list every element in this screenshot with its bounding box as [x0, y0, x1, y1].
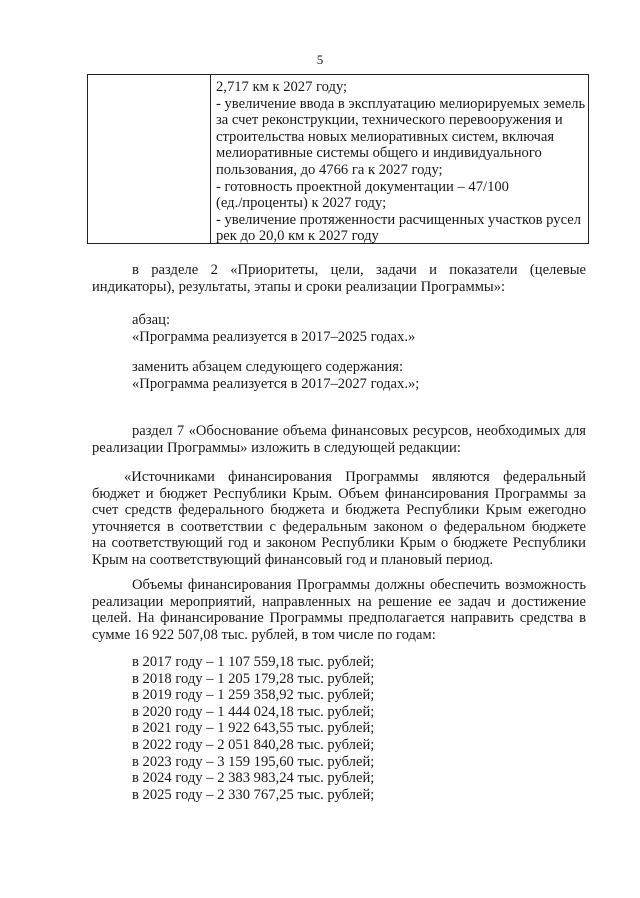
indicators-cell [216, 79, 588, 245]
section7-intro [92, 423, 586, 456]
paragraph-line: бюджет и бюджет Республики Крым. Объем финансирования Программы за [92, 485, 586, 502]
year-item: в 2021 году – 1 922 643,55 тыс. рублей; [132, 720, 375, 737]
paragraph-line: реализации Программы» изложить в следующей редакции: [92, 439, 461, 456]
year-item: в 2020 году – 1 444 024,18 тыс. рублей; [132, 703, 375, 720]
paragraph-line: сумме 16 922 507,08 тыс. рублей, в том числе по годам: [92, 626, 436, 643]
paragraph-line: реализации мероприятий, направленных на решение ее задач и достижение [92, 593, 586, 610]
old-paragraph-block [132, 312, 586, 345]
abzac-label: абзац: [132, 312, 171, 328]
paragraph-line: уточняется в соответствии с федеральным законом о федеральном бюджете [92, 518, 586, 535]
cell-line: пользования, до 4766 га к 2027 году; [216, 161, 443, 178]
new-text: «Программа реализуется в 2017–2027 годах.»; [132, 375, 420, 392]
year-item: в 2019 году – 1 259 358,92 тыс. рублей; [132, 687, 375, 704]
paragraph-line: на соответствующий год и законом Республики Крым о бюджете Республики [92, 535, 586, 552]
paragraph-line: раздел 7 «Обоснование объема финансовых ресурсов, необходимых для [132, 423, 586, 439]
cell-line: мелиоративные системы общего и индивидуального [216, 145, 542, 162]
year-item: в 2023 году – 3 159 195,60 тыс. рублей; [132, 753, 375, 770]
paragraph-line: «Источниками финансирования Программы являются федеральный [124, 469, 586, 485]
paragraph-line: индикаторы), результаты, этапы и сроки реализации Программы»: [92, 278, 506, 295]
old-text: «Программа реализуется в 2017–2025 годах.» [132, 328, 416, 345]
paragraph-line: целей. На финансирование Программы предполагается направить средства в [92, 610, 586, 627]
cell-line: 2,717 км к 2027 году; [216, 79, 348, 95]
year-item: в 2018 году – 1 205 179,28 тыс. рублей; [132, 670, 375, 687]
cell-line: (ед./проценты) к 2027 году; [216, 195, 387, 212]
funding-by-year-list [132, 654, 432, 803]
year-item: в 2025 году – 2 330 767,25 тыс. рублей; [132, 786, 375, 803]
cell-line: за счет реконструкции, технического перевооружения и [216, 112, 563, 129]
paragraph-line: Крым на соответствующий финансовый год и плановый период. [92, 551, 494, 568]
cell-line: - увеличение ввода в эксплуатацию мелиорируемых земель [216, 95, 586, 112]
paragraph-line: счет средств федерального бюджета и бюджета Республики Крым ежегодно [92, 502, 586, 519]
section2-intro [92, 262, 586, 295]
indicators-table [87, 74, 589, 244]
cell-line: строительства новых мелиоративных систем, включая [216, 128, 555, 145]
sources-paragraph [92, 469, 586, 569]
year-item: в 2022 году – 2 051 840,28 тыс. рублей; [132, 736, 375, 753]
year-item: в 2024 году – 2 383 983,24 тыс. рублей; [132, 770, 375, 787]
paragraph-line: Объемы финансирования Программы должны обеспечить возможность [132, 577, 586, 593]
table-column-divider [210, 75, 211, 243]
new-paragraph-block [132, 359, 586, 392]
volumes-paragraph [92, 577, 586, 643]
paragraph-line: в разделе 2 «Приоритеты, цели, задачи и показатели (целевые [132, 262, 586, 278]
cell-line: рек до 20,0 км к 2027 году [216, 228, 379, 245]
page-number: 5 [316, 52, 324, 67]
cell-line: - готовность проектной документации – 47/100 [216, 178, 509, 195]
replace-label: заменить абзацем следующего содержания: [132, 359, 404, 375]
year-item: в 2017 году – 1 107 559,18 тыс. рублей; [132, 654, 375, 670]
cell-line: - увеличение протяженности расчищенных участков русел [216, 211, 581, 228]
